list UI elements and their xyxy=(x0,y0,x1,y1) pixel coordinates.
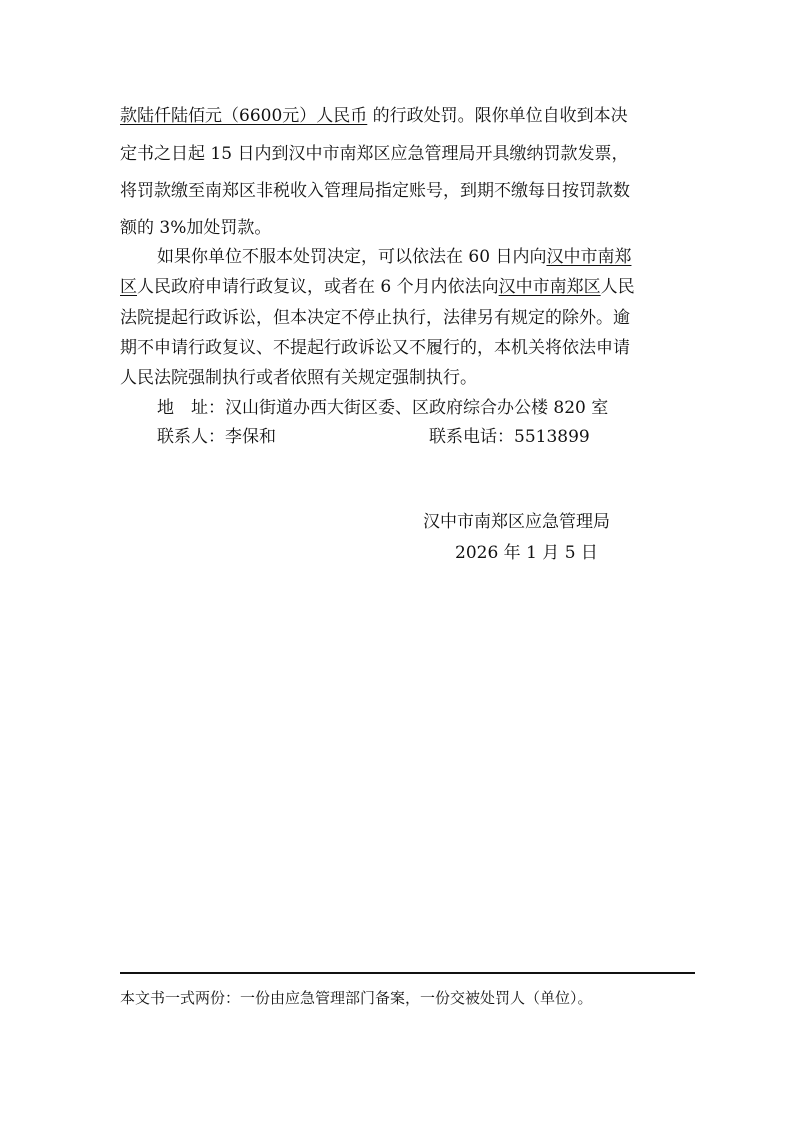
government-name-end: 区 xyxy=(120,277,137,297)
address xyxy=(157,396,792,420)
penalty-amount: 款陆仟陆佰元（6600元）人民币 xyxy=(120,106,368,126)
footnote: 本文书一式两份：一份由应急管理部门备案，一份交被处罚人（单位）。 xyxy=(120,989,593,1007)
contact-phone: 5513899 xyxy=(514,427,590,447)
address-value: 汉山街道办西大街区委、区政府综合办公楼 820 室 xyxy=(225,398,609,418)
paragraph-2-line-1-text: 如果你单位不服本处罚决定，可以依法在 60 日内向 xyxy=(157,247,547,267)
contact-info xyxy=(157,425,792,449)
paragraph-1-line-3: 将罚款缴至南郑区非税收入管理局指定账号，到期不缴每日按罚款数 xyxy=(120,181,630,201)
paragraph-2-line-2-end: 人民 xyxy=(600,277,635,297)
paragraph-1-line-1-rest: 的行政处罚。限你单位自收到本决 xyxy=(367,106,628,126)
paragraph-2-line-2-text: 人民政府申请行政复议，或者在 6 个月内依法向 xyxy=(137,277,499,297)
paragraph-2-line-4: 期不申请行政复议、不提起行政诉讼又不履行的，本机关将依法申请 xyxy=(120,338,630,358)
court-district-name: 汉中市南郑区 xyxy=(498,277,601,297)
paragraph-2-line-2 xyxy=(120,275,792,299)
paragraph-2-line-3: 法院提起行政诉讼，但本决定不停止执行，法律另有规定的除外。逾 xyxy=(120,308,630,328)
contact-phone-label: 联系电话： xyxy=(429,427,514,447)
paragraph-1-line-4: 额的 3%加处罚款。 xyxy=(120,218,272,238)
paragraph-1-line-1 xyxy=(120,104,792,128)
contact-phone-group xyxy=(429,425,590,449)
government-name-part: 汉中市南郑 xyxy=(546,247,632,267)
contact-person: 李保和 xyxy=(225,427,276,447)
issue-date: 2026 年 1 月 5 日 xyxy=(455,543,598,563)
footnote-divider xyxy=(120,972,695,974)
address-label: 地 址： xyxy=(157,398,225,418)
contact-person-label: 联系人： xyxy=(157,427,225,447)
paragraph-2-line-1 xyxy=(157,245,792,269)
issuing-authority: 汉中市南郑区应急管理局 xyxy=(423,512,610,532)
paragraph-2-line-5: 人民法院强制执行或者依照有关规定强制执行。 xyxy=(120,368,477,388)
paragraph-1-line-2: 定书之日起 15 日内到汉中市南郑区应急管理局开具缴纳罚款发票， xyxy=(120,144,629,164)
